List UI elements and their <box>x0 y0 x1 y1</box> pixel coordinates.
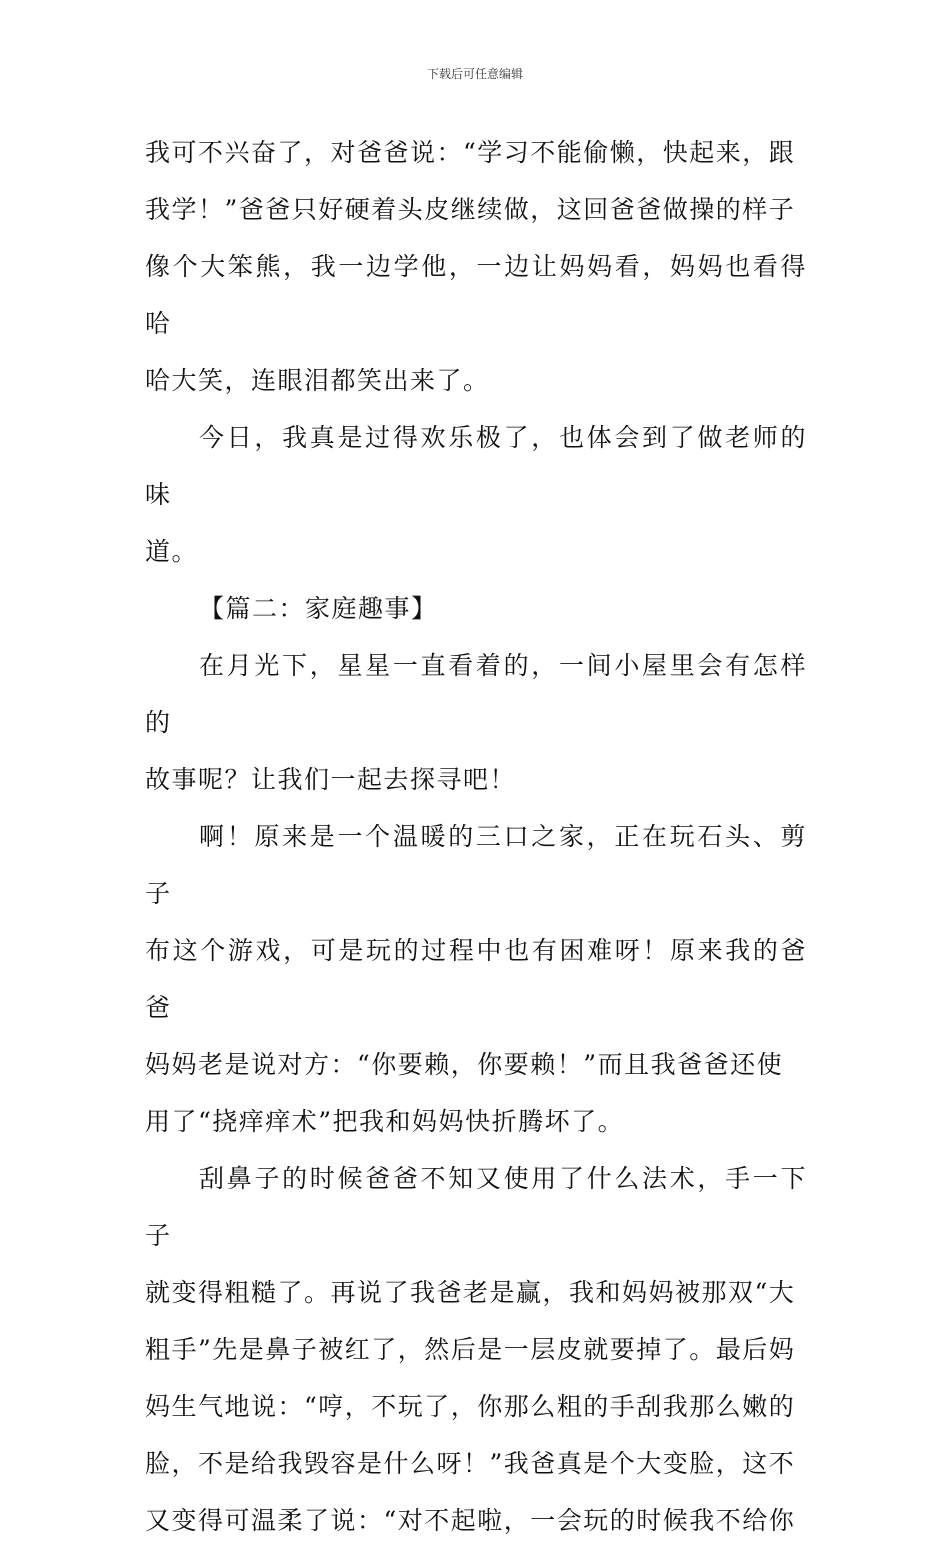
section-heading <box>145 580 807 637</box>
text-line: 又变得可温柔了说：“对不起啦，一会玩的时候我不给你 <box>145 1506 796 1535</box>
text-line: 就变得粗糙了。再说了我爸老是赢，我和妈妈被那双“大 <box>145 1278 796 1307</box>
text-line: 布这个游戏，可是玩的过程中也有困难呀！原来我的爸爸 <box>145 936 807 1022</box>
text-line: 刮鼻子的时候爸爸不知又使用了什么法术，手一下子 <box>145 1164 807 1250</box>
paragraph-5 <box>145 1150 807 1549</box>
text-line: 今日，我真是过得欢乐极了，也体会到了做老师的味 <box>145 423 807 509</box>
text-line: 故事呢？让我们一起去探寻吧！ <box>145 765 517 794</box>
paragraph-1 <box>145 124 807 409</box>
text-line: 我学！”爸爸只好硬着头皮继续做，这回爸爸做操的样子 <box>145 195 796 224</box>
text-line: 粗手”先是鼻子被红了，然后是一层皮就要掉了。最后妈 <box>145 1335 796 1364</box>
section-heading-text: 【篇二：家庭趣事】 <box>199 594 438 623</box>
text-line: 我可不兴奋了，对爸爸说：“学习不能偷懒，快起来，跟 <box>145 138 796 167</box>
document-body <box>145 124 807 1549</box>
text-line: 妈生气地说：“哼，不玩了，你那么粗的手刮我那么嫩的 <box>145 1392 796 1421</box>
text-line: 用了“挠痒痒术”把我和妈妈快折腾坏了。 <box>145 1107 625 1136</box>
text-line: 道。 <box>145 537 199 566</box>
text-line: 像个大笨熊，我一边学他，一边让妈妈看，妈妈也看得哈 <box>145 252 807 338</box>
paragraph-4 <box>145 808 807 1150</box>
text-line: 哈大笑，连眼泪都笑出来了。 <box>145 366 490 395</box>
text-line: 啊！原来是一个温暖的三口之家，正在玩石头、剪子 <box>145 822 807 908</box>
paragraph-3 <box>145 637 807 808</box>
text-line: 脸，不是给我毁容是什么呀！”我爸真是个大变脸，这不 <box>145 1449 796 1478</box>
paragraph-2 <box>145 409 807 580</box>
page-header: 下载后可任意编辑 <box>426 67 523 81</box>
text-line: 妈妈老是说对方：“你要赖，你要赖！”而且我爸爸还使 <box>145 1050 784 1079</box>
text-line: 在月光下，星星一直看着的，一间小屋里会有怎样的 <box>145 651 807 737</box>
